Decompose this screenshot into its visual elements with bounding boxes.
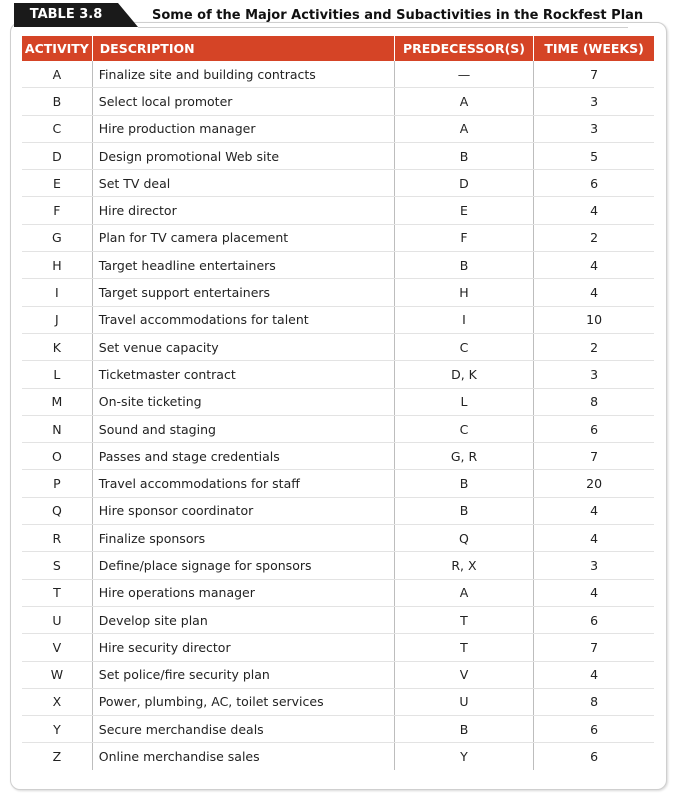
- table-row: [22, 361, 654, 388]
- description-cell: Secure merchandise deals: [92, 716, 394, 743]
- table-caption: Some of the Major Activities and Subactivities in the Rockfest Plan: [152, 8, 644, 23]
- header-time: TIME (WEEKS): [534, 36, 654, 61]
- time-cell: 4: [534, 197, 654, 224]
- description-cell: Finalize site and building contracts: [92, 61, 394, 88]
- activity-cell: P: [22, 470, 92, 497]
- predecessors-cell: B: [394, 252, 533, 279]
- time-cell: 3: [534, 552, 654, 579]
- time-cell: 2: [534, 333, 654, 360]
- activity-cell: L: [22, 361, 92, 388]
- activity-cell: D: [22, 142, 92, 169]
- predecessors-cell: G, R: [394, 443, 533, 470]
- activity-cell: O: [22, 443, 92, 470]
- description-cell: Power, plumbing, AC, toilet services: [92, 688, 394, 715]
- description-cell: Hire director: [92, 197, 394, 224]
- table-row: [22, 415, 654, 442]
- description-cell: Set TV deal: [92, 170, 394, 197]
- time-cell: 7: [534, 443, 654, 470]
- predecessors-cell: —: [394, 61, 533, 88]
- time-cell: 3: [534, 115, 654, 142]
- description-cell: Set venue capacity: [92, 333, 394, 360]
- activity-cell: T: [22, 579, 92, 606]
- predecessors-cell: T: [394, 606, 533, 633]
- time-cell: 4: [534, 579, 654, 606]
- description-cell: Plan for TV camera placement: [92, 224, 394, 251]
- activity-cell: V: [22, 634, 92, 661]
- description-cell: Target headline entertainers: [92, 252, 394, 279]
- activity-cell: Z: [22, 743, 92, 770]
- predecessors-cell: F: [394, 224, 533, 251]
- description-cell: Define/place signage for sponsors: [92, 552, 394, 579]
- time-cell: 3: [534, 88, 654, 115]
- table-row: [22, 115, 654, 142]
- predecessors-cell: V: [394, 661, 533, 688]
- table-row: [22, 388, 654, 415]
- table-row: [22, 525, 654, 552]
- activity-cell: J: [22, 306, 92, 333]
- description-cell: Ticketmaster contract: [92, 361, 394, 388]
- description-cell: Design promotional Web site: [92, 142, 394, 169]
- predecessors-cell: B: [394, 497, 533, 524]
- predecessors-cell: T: [394, 634, 533, 661]
- time-cell: 4: [534, 279, 654, 306]
- table-row: [22, 661, 654, 688]
- activity-cell: Y: [22, 716, 92, 743]
- table-body: [22, 61, 654, 770]
- activity-cell: C: [22, 115, 92, 142]
- time-cell: 8: [534, 388, 654, 415]
- activity-cell: H: [22, 252, 92, 279]
- table-row: [22, 688, 654, 715]
- time-cell: 6: [590, 749, 599, 765]
- table-row: [22, 170, 654, 197]
- activity-cell: G: [22, 224, 92, 251]
- header-description: DESCRIPTION: [92, 36, 394, 61]
- description-cell: Hire sponsor coordinator: [92, 497, 394, 524]
- table-row: [22, 252, 654, 279]
- activity-cell: F: [22, 197, 92, 224]
- predecessors-cell: Q: [394, 525, 533, 552]
- predecessors-cell: R, X: [394, 552, 533, 579]
- activity-cell: R: [22, 525, 92, 552]
- time-cell: 6: [534, 606, 654, 633]
- predecessors-cell: U: [394, 688, 533, 715]
- table-row: [22, 443, 654, 470]
- predecessors-cell: B: [394, 470, 533, 497]
- predecessors-cell: C: [394, 415, 533, 442]
- time-cell: 6: [534, 170, 654, 197]
- activity-cell: X: [22, 688, 92, 715]
- table-row: [22, 552, 654, 579]
- description-cell: Develop site plan: [92, 606, 394, 633]
- predecessors-cell: E: [394, 197, 533, 224]
- table-row: [22, 333, 654, 360]
- activity-cell: N: [22, 415, 92, 442]
- predecessors-cell: B: [394, 142, 533, 169]
- table-row: [22, 197, 654, 224]
- activity-cell: I: [22, 279, 92, 306]
- activity-cell: M: [22, 388, 92, 415]
- description-cell: Select local promoter: [92, 88, 394, 115]
- table-row: [22, 279, 654, 306]
- description-cell: Hire operations manager: [92, 579, 394, 606]
- predecessors-cell: H: [394, 279, 533, 306]
- time-cell: 5: [534, 142, 654, 169]
- activity-cell: E: [22, 170, 92, 197]
- table-label: TABLE 3.8: [29, 7, 103, 22]
- time-cell: 4: [534, 525, 654, 552]
- description-cell: Passes and stage credentials: [92, 443, 394, 470]
- time-cell: 6: [534, 415, 654, 442]
- time-cell: 4: [534, 661, 654, 688]
- predecessors-cell: L: [394, 388, 533, 415]
- description-cell: Set police/fire security plan: [92, 661, 394, 688]
- header-predecessors: PREDECESSOR(S): [394, 36, 533, 61]
- description-cell: Finalize sponsors: [92, 525, 394, 552]
- caption-rule: [138, 27, 628, 28]
- time-cell: 7: [534, 634, 654, 661]
- time-cell: 10: [534, 306, 654, 333]
- table-row: [22, 224, 654, 251]
- activity-cell: B: [22, 88, 92, 115]
- description-cell: Hire production manager: [92, 115, 394, 142]
- table-label-tab: [14, 3, 138, 27]
- time-cell: 2: [534, 224, 654, 251]
- time-cell: 8: [534, 688, 654, 715]
- description-cell: Travel accommodations for staff: [92, 470, 394, 497]
- time-cell: 20: [534, 470, 654, 497]
- predecessors-cell: A: [394, 88, 533, 115]
- table-row: [22, 306, 654, 333]
- time-cell: 3: [534, 361, 654, 388]
- table-row: [22, 142, 654, 169]
- activity-cell: Q: [22, 497, 92, 524]
- activity-cell: S: [22, 552, 92, 579]
- predecessors-cell: I: [394, 306, 533, 333]
- description-cell: Target support entertainers: [92, 279, 394, 306]
- table-row: [22, 606, 654, 633]
- description-cell: On-site ticketing: [92, 388, 394, 415]
- activity-cell: A: [22, 61, 92, 88]
- table-row: [22, 61, 654, 88]
- description-cell: Travel accommodations for talent: [92, 306, 394, 333]
- predecessors-cell: B: [394, 716, 533, 743]
- time-cell: 4: [534, 497, 654, 524]
- activity-cell: K: [22, 333, 92, 360]
- activity-cell: U: [22, 606, 92, 633]
- table-row: [22, 88, 654, 115]
- table-row: [22, 470, 654, 497]
- description-cell: Sound and staging: [92, 415, 394, 442]
- time-cell: 6: [534, 716, 654, 743]
- header-activity: ACTIVITY: [22, 36, 92, 61]
- predecessors-cell: C: [394, 333, 533, 360]
- activities-table: [22, 36, 654, 770]
- predecessors-cell: A: [394, 579, 533, 606]
- table-row: [22, 634, 654, 661]
- description-cell: Online merchandise sales: [92, 743, 394, 770]
- table-header-row: [22, 36, 654, 61]
- time-cell: 4: [534, 252, 654, 279]
- predecessors-cell: D: [394, 170, 533, 197]
- activity-cell: W: [22, 661, 92, 688]
- description-cell: Hire security director: [92, 634, 394, 661]
- table-row: [22, 497, 654, 524]
- table-row: [22, 579, 654, 606]
- predecessors-cell: Y: [394, 743, 533, 770]
- predecessors-cell: D, K: [394, 361, 533, 388]
- table-row: [22, 743, 654, 770]
- predecessors-cell: A: [394, 115, 533, 142]
- time-cell: 7: [534, 61, 654, 88]
- table-row: [22, 716, 654, 743]
